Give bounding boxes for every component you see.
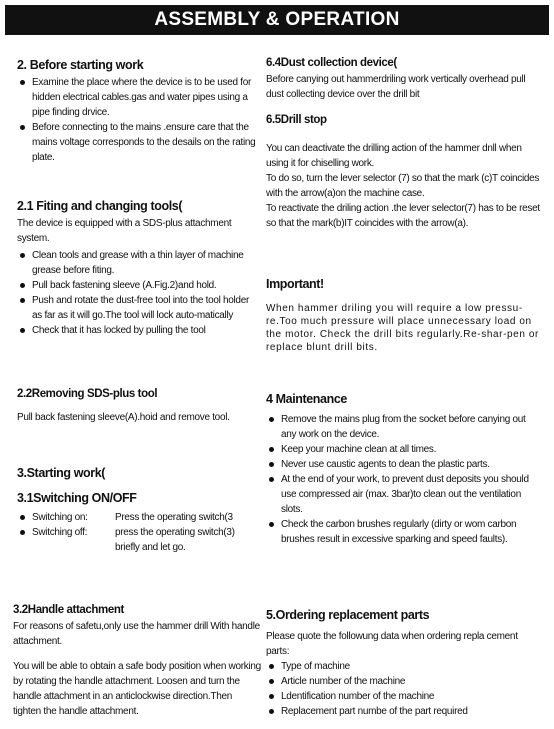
bullet-list	[266, 412, 542, 547]
section-title: 4 Maintenance	[266, 392, 347, 406]
section-handle	[13, 602, 261, 719]
section-title: 5.Ordering replacement parts	[266, 608, 430, 622]
section-title: 2. Before starting work	[17, 58, 144, 72]
section-text: When hammer driling you will require a low pressu-re.Too much pressure will place unnecessary load on the motor. Check the drill bits regularly.Re-shar-pen or replace blunt drill bits.	[266, 303, 539, 353]
section-ordering	[266, 607, 542, 719]
switch-on-row	[17, 510, 259, 525]
list-item: Ldentification number of the machine	[266, 689, 542, 704]
bullet-list	[17, 75, 259, 165]
section-before-starting	[17, 57, 259, 165]
list-item: Never use caustic agents to dean the plastic parts.	[266, 457, 542, 472]
section-title: 6.4Dust collection device(	[266, 57, 397, 69]
section-switching	[17, 490, 259, 555]
section-text: Before canying out hammerdriling work vertically overhead pull dust collecting device over the drill bit	[266, 74, 526, 100]
paragraph: You can deactivate the drilling action of the hammer dnll when using it for chiselling work.	[266, 143, 522, 169]
list-item: Replacement part numbe of the part required	[266, 704, 542, 719]
section-text: You will be able to obtain a safe body position when working by rotating the handle attachment. Loosen and turn the handle attachment in an anticlockwise direction.Then tighten the handle attachment.	[13, 661, 261, 717]
switch-off-row	[17, 525, 259, 555]
section-drill-stop	[266, 112, 542, 231]
page-banner-title: ASSEMBLY & OPERATION	[5, 5, 549, 35]
section-intro: For reasons of safetu,only use the hammer drill With handle attachment.	[13, 621, 260, 647]
section-title: 3.2Handle attachment	[13, 604, 124, 616]
list-item: Check that it has locked by pulling the tool	[17, 323, 259, 338]
section-title: 2.2Removing SDS-plus tool	[17, 388, 158, 400]
section-maintenance	[266, 391, 542, 547]
bullet-list	[17, 248, 259, 338]
section-text: Pull back fastening sleeve(A).hoid and remove tool.	[17, 412, 230, 423]
list-item: Type of machine	[266, 659, 542, 674]
paragraph: To do so, turn the lever selector (7) so that the mark (c)T coincides with the arrow(a)on the machine case.	[266, 173, 540, 199]
bullet-list	[266, 659, 542, 719]
section-title: 3.Starting work(	[17, 466, 106, 480]
list-item: Pull back fastening sleeve (A.Fig.2)and hold.	[17, 278, 259, 293]
list-item: Article number of the machine	[266, 674, 542, 689]
list-item: Before connecting to the mains .ensure care that the mains voltage corresponds to the desails on the rating plate.	[17, 120, 259, 165]
list-item: Keep your machine clean at all times.	[266, 442, 542, 457]
switch-off-value: press the operating switch(3) briefly and let go.	[115, 527, 235, 553]
list-item: Examine the place where the device is to be used for hidden electrical cables.gas and water pipes using a pipe finding drvice.	[17, 75, 259, 120]
section-removing-tool	[17, 386, 259, 425]
list-item: Clean tools and grease with a thin layer of machine grease before fiting.	[17, 248, 259, 278]
switch-on-value: Press the operating switch(3	[115, 512, 233, 523]
list-item: Push and rotate the dust-free tool into the tool holder as far as it will go.The tool will lock auto-matically	[17, 293, 259, 323]
section-intro: Please quote the followung data when ordering repla cement parts:	[266, 631, 518, 657]
section-title: 2.1 Fiting and changing tools(	[17, 199, 183, 213]
paragraph: To reactivate the driling action .the lever selector(7) has to be reset so that the mark(b)IT coincides with the arrow(a).	[266, 203, 540, 229]
section-fitting-tools	[17, 198, 259, 338]
section-dust-collection	[266, 55, 542, 102]
switch-off-label: Switching off:	[17, 525, 115, 555]
section-title: 6.5Drill stop	[266, 114, 327, 126]
section-title: 3.1Switching ON/OFF	[17, 491, 137, 505]
section-intro: The device is equipped with a SDS-plus attachment system.	[17, 218, 232, 244]
section-starting-work	[17, 465, 259, 481]
section-important	[266, 276, 542, 354]
list-item: At the end of your work, to prevent dust deposits you should use compressed air (max. 3bar)to clean out the ventilation slots.	[266, 472, 542, 517]
list-item: Remove the mains plug from the socket before canying out any work on the device.	[266, 412, 542, 442]
switch-on-label: Switching on:	[17, 510, 115, 525]
section-title: Important!	[266, 277, 324, 291]
list-item: Check the carbon brushes regularly (dirty or wom carbon brushes result in excessive sparking and speed faults).	[266, 517, 542, 547]
